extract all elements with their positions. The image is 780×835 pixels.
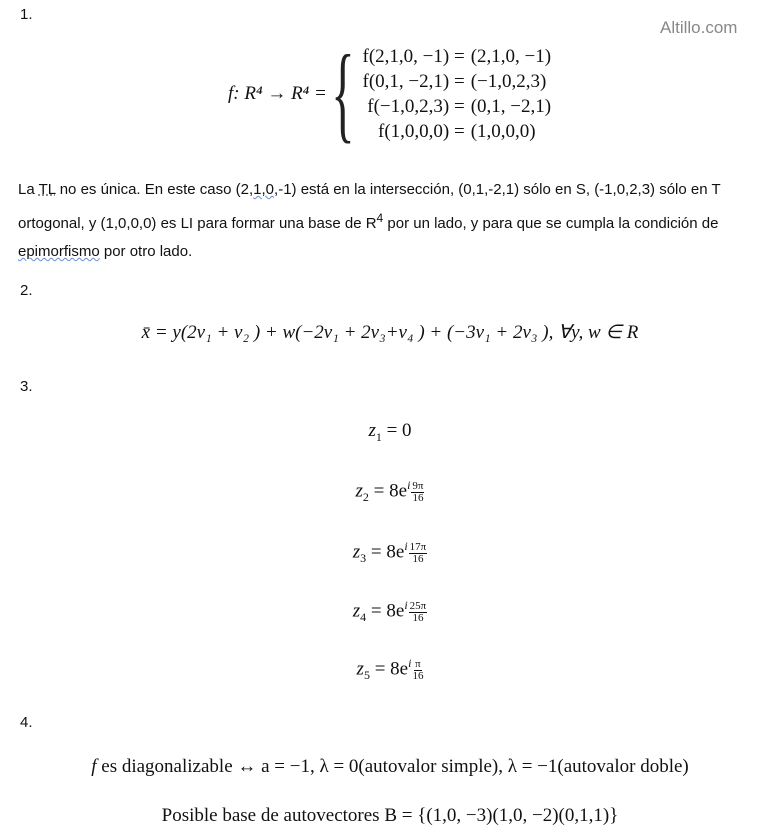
- text: epimorfismo: [18, 243, 100, 260]
- text: es diagonalizable ↔ a = −1, λ = 0(autovalor simple), λ = −1(autovalor doble): [96, 756, 689, 777]
- eigenvector-basis: Posible base de autovectores B = {(1,0, −3)(1,0, −2)(0,1,1)}: [161, 805, 619, 826]
- root-z4: [0, 598, 780, 625]
- text: por un lado, y para que se cumpla la condición de: [383, 215, 719, 232]
- solution-equation: x̄ = y(2v₁ + v₂ ) + w(−2v₁ + 2v₃+v₄ ) + (−3v₁ + 2v₃ ), ∀y, w ∈ R: [141, 322, 639, 343]
- text: i: [404, 539, 408, 553]
- text: z: [352, 600, 361, 622]
- text: TL: [38, 181, 56, 198]
- denominator: 16: [412, 670, 424, 682]
- denominator: 16: [412, 492, 424, 504]
- case-rhs: (−1,0,2,3): [470, 71, 547, 92]
- text: i: [407, 478, 411, 492]
- numerator: π: [415, 658, 421, 670]
- case-row: [355, 69, 551, 94]
- exponent-fraction: [409, 601, 428, 624]
- explanation-paragraph: [18, 176, 778, 266]
- case-lhs: f(0,1, −2,1) =: [362, 71, 465, 92]
- function-lhs: f: R⁴ → R⁴ =: [228, 83, 327, 104]
- exponent-fraction: [412, 659, 423, 682]
- exponent-fraction: [409, 542, 428, 565]
- text: 4: [360, 610, 367, 625]
- root-z1: [0, 420, 780, 445]
- exponent-fraction: [411, 481, 424, 504]
- root-z5: [0, 656, 780, 683]
- text: 5: [363, 668, 370, 683]
- case-row: [355, 119, 551, 144]
- question-number-4: 4.: [20, 714, 33, 731]
- text: no es única. En este caso (2,: [55, 181, 254, 198]
- text: ,-1) está en la intersección, (0,1,-2,1) sólo en S, (-1,0,2,3) sólo en T ortogonal, y (1,0,0,0) es LI para formar una base de R: [18, 181, 721, 232]
- case-lhs: f(−1,0,2,3) =: [367, 96, 465, 117]
- numerator: 25π: [409, 600, 427, 612]
- function-definition: [228, 34, 552, 153]
- text: = 8e: [370, 600, 405, 622]
- cases-list: [355, 44, 551, 144]
- text: = 8e: [370, 541, 405, 563]
- text: 4: [376, 211, 384, 225]
- text: 1,0: [253, 181, 275, 198]
- text: por otro lado.: [99, 243, 193, 260]
- case-rhs: (2,1,0, −1): [470, 46, 552, 67]
- text: La: [18, 181, 39, 198]
- text: z: [352, 541, 361, 563]
- text: = 0: [386, 420, 412, 441]
- question-number-3: 3.: [20, 378, 33, 395]
- case-rhs: (1,0,0,0): [470, 121, 536, 142]
- case-rhs: (0,1, −2,1): [470, 96, 552, 117]
- question-number-1: 1.: [20, 6, 33, 23]
- root-z3: [0, 539, 780, 566]
- denominator: 16: [412, 612, 424, 624]
- case-lhs: f(2,1,0, −1) =: [362, 46, 465, 67]
- text: z: [356, 658, 364, 680]
- text: = 8e: [374, 658, 409, 680]
- text: 1: [375, 429, 382, 444]
- text: z: [368, 420, 376, 441]
- text: f: [91, 756, 97, 777]
- text: z: [355, 480, 363, 502]
- watermark: Altillo.com: [660, 18, 738, 37]
- numerator: 9π: [412, 480, 424, 492]
- text: 3: [360, 551, 367, 566]
- numerator: 17π: [409, 541, 427, 553]
- root-z2: [0, 478, 780, 505]
- text: i: [404, 598, 408, 612]
- denominator: 16: [412, 553, 424, 565]
- case-lhs: f(1,0,0,0) =: [378, 121, 465, 142]
- text: = 8e: [373, 480, 408, 502]
- text: 2: [362, 490, 369, 505]
- case-row: [355, 94, 551, 119]
- left-brace: {: [331, 34, 355, 153]
- question-number-2: 2.: [20, 282, 33, 299]
- diagonalizable-condition: [0, 756, 780, 778]
- text: i: [408, 656, 412, 670]
- case-row: [355, 44, 551, 69]
